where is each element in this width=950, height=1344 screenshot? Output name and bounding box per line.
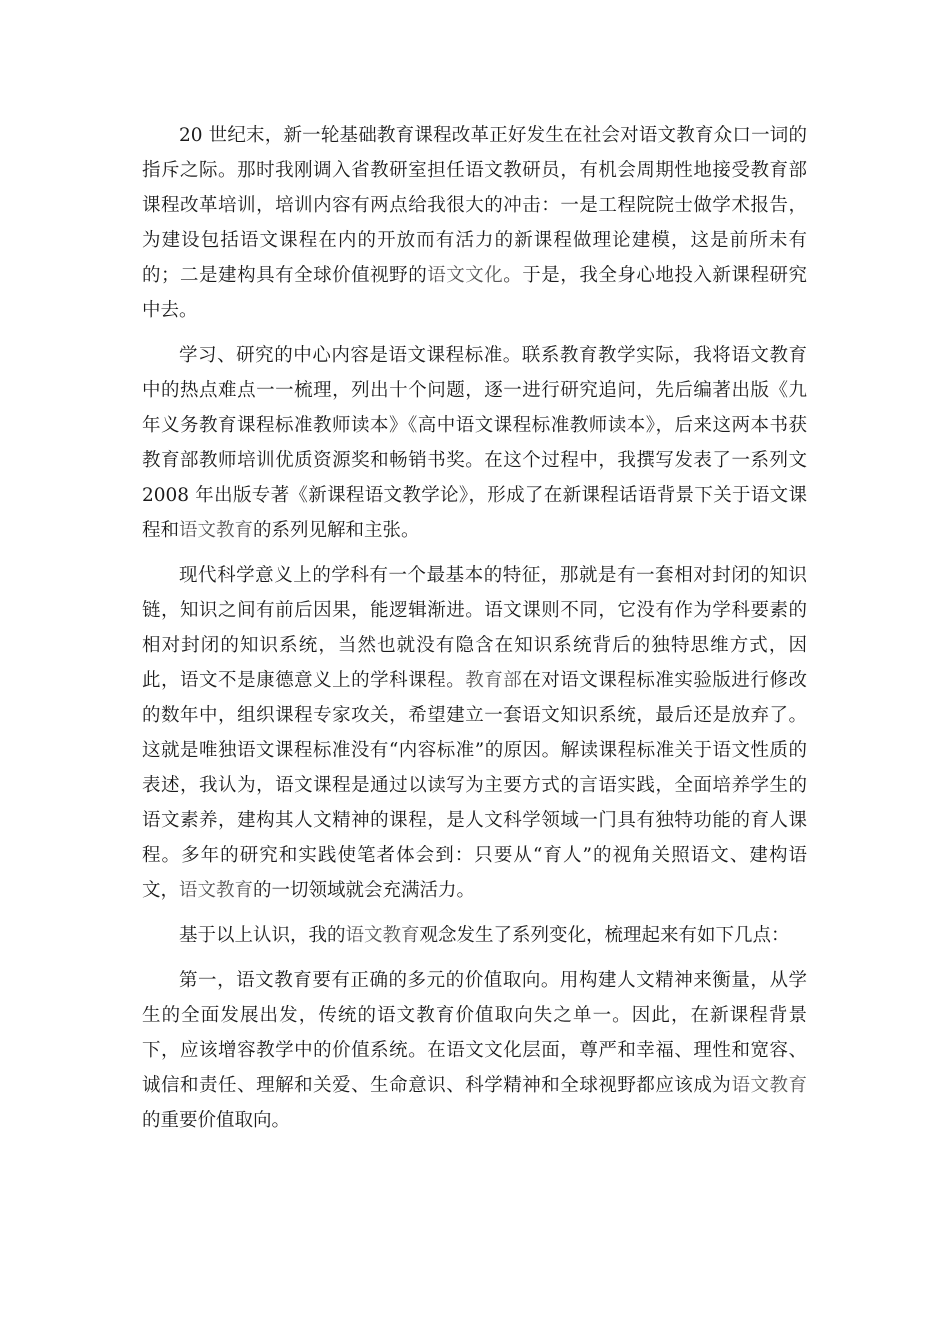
highlighted-term: 语文教育 xyxy=(179,880,254,901)
paragraph-3 xyxy=(142,558,807,908)
paragraph-text: 在对语文课程标准实验版进行修改的数年中，组织课程专家攻关，希望建立一套语文知识系统，最后还是放弃了。这就是唯独语文课程标准没有“内容标准”的原因。解读课程标准关于语文性质的表述，我认为，语文课程是通过以读写为主要方式的言语实践，全面培养学生的语文素养，建构其人文精神的课程，是人文科学领域一门具有独特功能的育人课程。多年的研究和实践使笔者体会到：只要从“育人”的视角关照语文、建构语文， xyxy=(142,670,807,901)
paragraph-text: 。于是，我全身心地投入新课程研究中去。 xyxy=(142,265,807,321)
highlighted-term: 语文教育 xyxy=(179,520,254,541)
paragraph-text: 学习、研究的中心内容是语文课程标准。联系教育教学实际，我将语文教育中的热点难点一一梳理，列出十个问题，逐一进行研究追问，先后编著出版《九年义务教育课程标准教师读本》《高中语文课程标准教师读本》，后来这两本书获教育部教师培训优质资源奖和畅销书奖。在这个过程中，我撰写发表了一系列文 2008 年出版专著《新课程语文教学论》，形成了在新课程话语背景下关于语文课程和 xyxy=(142,345,807,541)
paragraph-text: 现代科学意义上的学科有一个最基本的特征，那就是有一套相对封闭的知识链，知识之间有前后因果，能逻辑渐进。语文课则不同，它没有作为学科要素的相对封闭的知识系统，当然也就没有隐含在知识系统背后的独特思维方式，因此，语文不是康德意义上的学科课程。 xyxy=(142,565,807,691)
paragraph-text: 基于以上认识，我的 xyxy=(179,925,346,946)
highlighted-term: 语文教育 xyxy=(731,1075,807,1096)
paragraph-5 xyxy=(142,963,807,1138)
paragraph-text: 的系列见解和主张。 xyxy=(253,520,420,541)
highlighted-term: 教育部 xyxy=(465,670,523,691)
paragraph-text: 20 世纪末，新一轮基础教育课程改革正好发生在社会对语文教育众口一词的指斥之际。那时我刚调入省教研室担任语文教研员，有机会周期性地接受教育部课程改革培训，培训内容有两点给我很大的冲击：一是工程院院士做学术报告，为建设包括语文课程在内的开放而有活力的新课程做理论建模，这是前所未有的；二是建构具有全球价值视野的 xyxy=(142,125,807,286)
paragraph-text: 的重要价值取向。 xyxy=(142,1110,291,1131)
paragraph-text: 第一，语文教育要有正确的多元的价值取向。用构建人文精神来衡量，从学生的全面发展出发，传统的语文教育价值取向失之单一。因此，在新课程背景下，应该增容教学中的价值系统。在语文文化层面，尊严和幸福、理性和宽容、诚信和责任、理解和关爱、生命意识、科学精神和全球视野都应该成为 xyxy=(142,970,807,1096)
highlighted-term: 语文文化 xyxy=(427,265,504,286)
paragraph-4 xyxy=(142,918,807,953)
highlighted-term: 语文教育 xyxy=(345,925,420,946)
paragraph-1 xyxy=(142,118,807,328)
paragraph-2 xyxy=(142,338,807,548)
paragraph-text: 观念发生了系列变化，梳理起来有如下几点： xyxy=(419,925,790,946)
document-body xyxy=(142,118,807,1148)
paragraph-text: 的一切领域就会充满活力。 xyxy=(253,880,476,901)
